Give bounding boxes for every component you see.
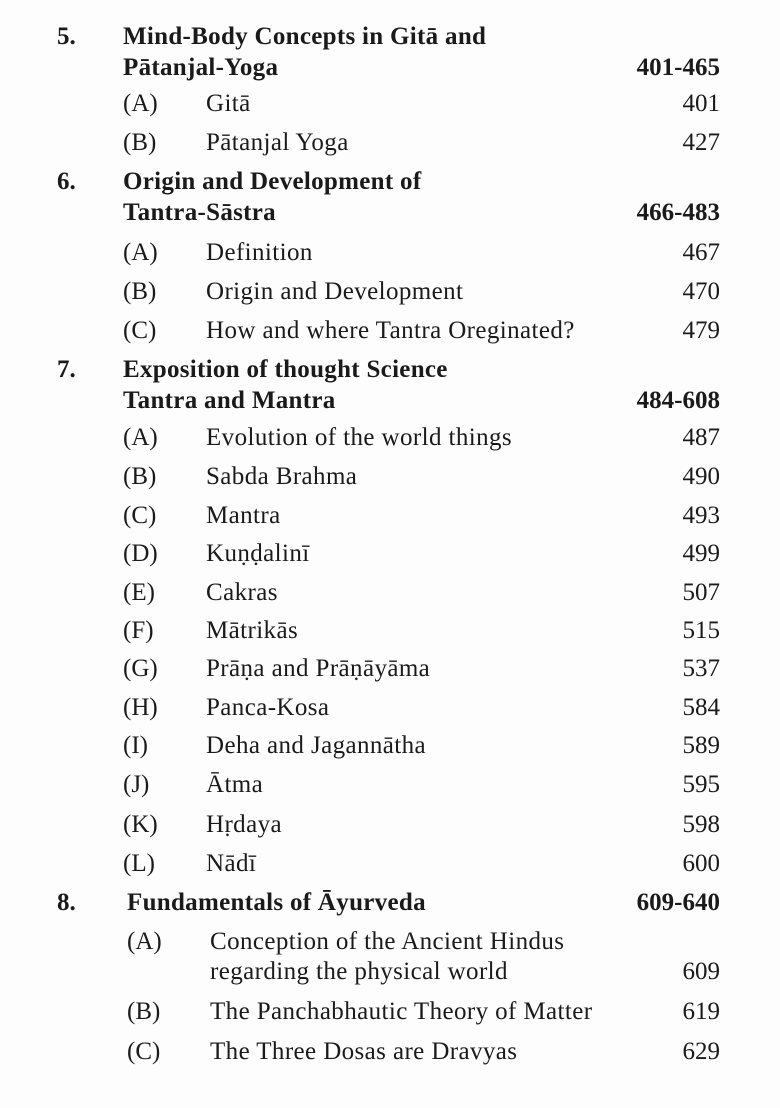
section-pages: 484-608 <box>636 387 720 414</box>
subsection-row <box>0 237 780 269</box>
subsection-row <box>0 577 780 609</box>
section-number: 8. <box>57 889 76 916</box>
subsection-row <box>0 315 780 347</box>
subsection-row <box>0 500 780 532</box>
section-title: Exposition of thought Science <box>123 356 448 383</box>
subsection-letter: (C) <box>127 1038 161 1065</box>
subsection-page: 479 <box>682 317 720 344</box>
subsection-page: 515 <box>682 617 720 644</box>
section-heading-row <box>0 887 780 919</box>
subsection-row <box>0 461 780 493</box>
subsection-letter: (K) <box>123 811 158 838</box>
subsection-page: 619 <box>682 998 720 1025</box>
section-heading-row <box>0 385 780 417</box>
subsection-page: 499 <box>682 540 720 567</box>
subsection-letter: (E) <box>123 579 155 606</box>
subsection-title: Origin and Development <box>206 278 464 305</box>
subsection-title: Ātma <box>206 771 264 798</box>
subsection-title: Cakras <box>206 579 278 606</box>
subsection-letter: (H) <box>123 694 158 721</box>
section-title: Tantra-Sāstra <box>123 199 276 226</box>
subsection-letter: (A) <box>123 90 158 117</box>
subsection-letter: (G) <box>123 655 158 682</box>
section-title: Pātanjal-Yoga <box>123 54 279 81</box>
subsection-letter: (F) <box>123 617 154 644</box>
subsection-title: Deha and Jagannātha <box>206 732 427 759</box>
subsection-letter: (J) <box>123 771 150 798</box>
section-pages: 466-483 <box>636 199 720 226</box>
subsection-page: 584 <box>682 694 720 721</box>
subsection-row <box>0 730 780 762</box>
subsection-title: Definition <box>206 239 313 266</box>
subsection-row <box>0 926 780 958</box>
subsection-title: Nādī <box>206 850 257 877</box>
subsection-title: Mantra <box>206 502 281 529</box>
subsection-title: Kuṇḍalinī <box>206 540 310 567</box>
subsection-row <box>0 653 780 685</box>
subsection-letter: (A) <box>123 239 158 266</box>
subsection-row <box>0 1036 780 1068</box>
subsection-page: 537 <box>682 655 720 682</box>
subsection-page: 598 <box>682 811 720 838</box>
subsection-title: regarding the physical world <box>210 958 508 985</box>
subsection-page: 595 <box>682 771 720 798</box>
subsection-letter: (A) <box>127 928 162 955</box>
section-heading-row <box>0 197 780 229</box>
subsection-title: Evolution of the world things <box>206 424 513 451</box>
subsection-row <box>0 809 780 841</box>
subsection-row <box>0 956 780 988</box>
section-title: Fundamentals of Āyurveda <box>127 889 426 916</box>
subsection-page: 401 <box>682 90 720 117</box>
subsection-page: 589 <box>682 732 720 759</box>
subsection-row <box>0 692 780 724</box>
section-heading-row <box>0 166 780 198</box>
subsection-letter: (A) <box>123 424 158 451</box>
subsection-letter: (I) <box>123 732 148 759</box>
subsection-row <box>0 769 780 801</box>
subsection-title: Conception of the Ancient Hindus <box>210 928 565 955</box>
section-number: 6. <box>57 168 76 195</box>
section-title: Origin and Development of <box>123 168 422 195</box>
subsection-row <box>0 996 780 1028</box>
subsection-title: The Three Dosas are Dravyas <box>210 1038 518 1065</box>
subsection-letter: (D) <box>123 540 158 567</box>
subsection-page: 470 <box>682 278 720 305</box>
subsection-title: Panca-Kosa <box>206 694 330 721</box>
section-heading-row <box>0 354 780 386</box>
subsection-title: Gitā <box>206 90 251 117</box>
subsection-title: Hṛdaya <box>206 811 282 838</box>
section-heading-row <box>0 52 780 84</box>
subsection-page: 507 <box>682 579 720 606</box>
subsection-row <box>0 848 780 880</box>
subsection-title: How and where Tantra Oreginated? <box>206 317 575 344</box>
subsection-letter: (B) <box>123 129 157 156</box>
subsection-letter: (C) <box>123 317 157 344</box>
subsection-row <box>0 538 780 570</box>
subsection-row <box>0 127 780 159</box>
subsection-page: 609 <box>682 958 720 985</box>
subsection-letter: (C) <box>123 502 157 529</box>
subsection-title: Mātrikās <box>206 617 299 644</box>
subsection-page: 493 <box>682 502 720 529</box>
subsection-row <box>0 276 780 308</box>
subsection-letter: (B) <box>123 463 157 490</box>
subsection-title: The Panchabhautic Theory of Matter <box>210 998 593 1025</box>
section-heading-row <box>0 21 780 53</box>
subsection-title: Prāṇa and Prāṇāyāma <box>206 655 431 682</box>
subsection-page: 427 <box>682 129 720 156</box>
subsection-page: 490 <box>682 463 720 490</box>
section-number: 7. <box>57 356 76 383</box>
subsection-letter: (B) <box>123 278 157 305</box>
subsection-page: 629 <box>682 1038 720 1065</box>
subsection-title: Pātanjal Yoga <box>206 129 349 156</box>
subsection-row <box>0 422 780 454</box>
section-title: Tantra and Mantra <box>123 387 336 414</box>
section-pages: 401-465 <box>636 54 720 81</box>
subsection-row <box>0 88 780 120</box>
subsection-page: 600 <box>682 850 720 877</box>
subsection-letter: (L) <box>123 850 155 877</box>
section-number: 5. <box>57 23 76 50</box>
subsection-page: 487 <box>682 424 720 451</box>
subsection-page: 467 <box>682 239 720 266</box>
subsection-letter: (B) <box>127 998 161 1025</box>
subsection-title: Sabda Brahma <box>206 463 358 490</box>
subsection-row <box>0 615 780 647</box>
section-pages: 609-640 <box>636 889 720 916</box>
section-title: Mind-Body Concepts in Gitā and <box>123 23 487 50</box>
